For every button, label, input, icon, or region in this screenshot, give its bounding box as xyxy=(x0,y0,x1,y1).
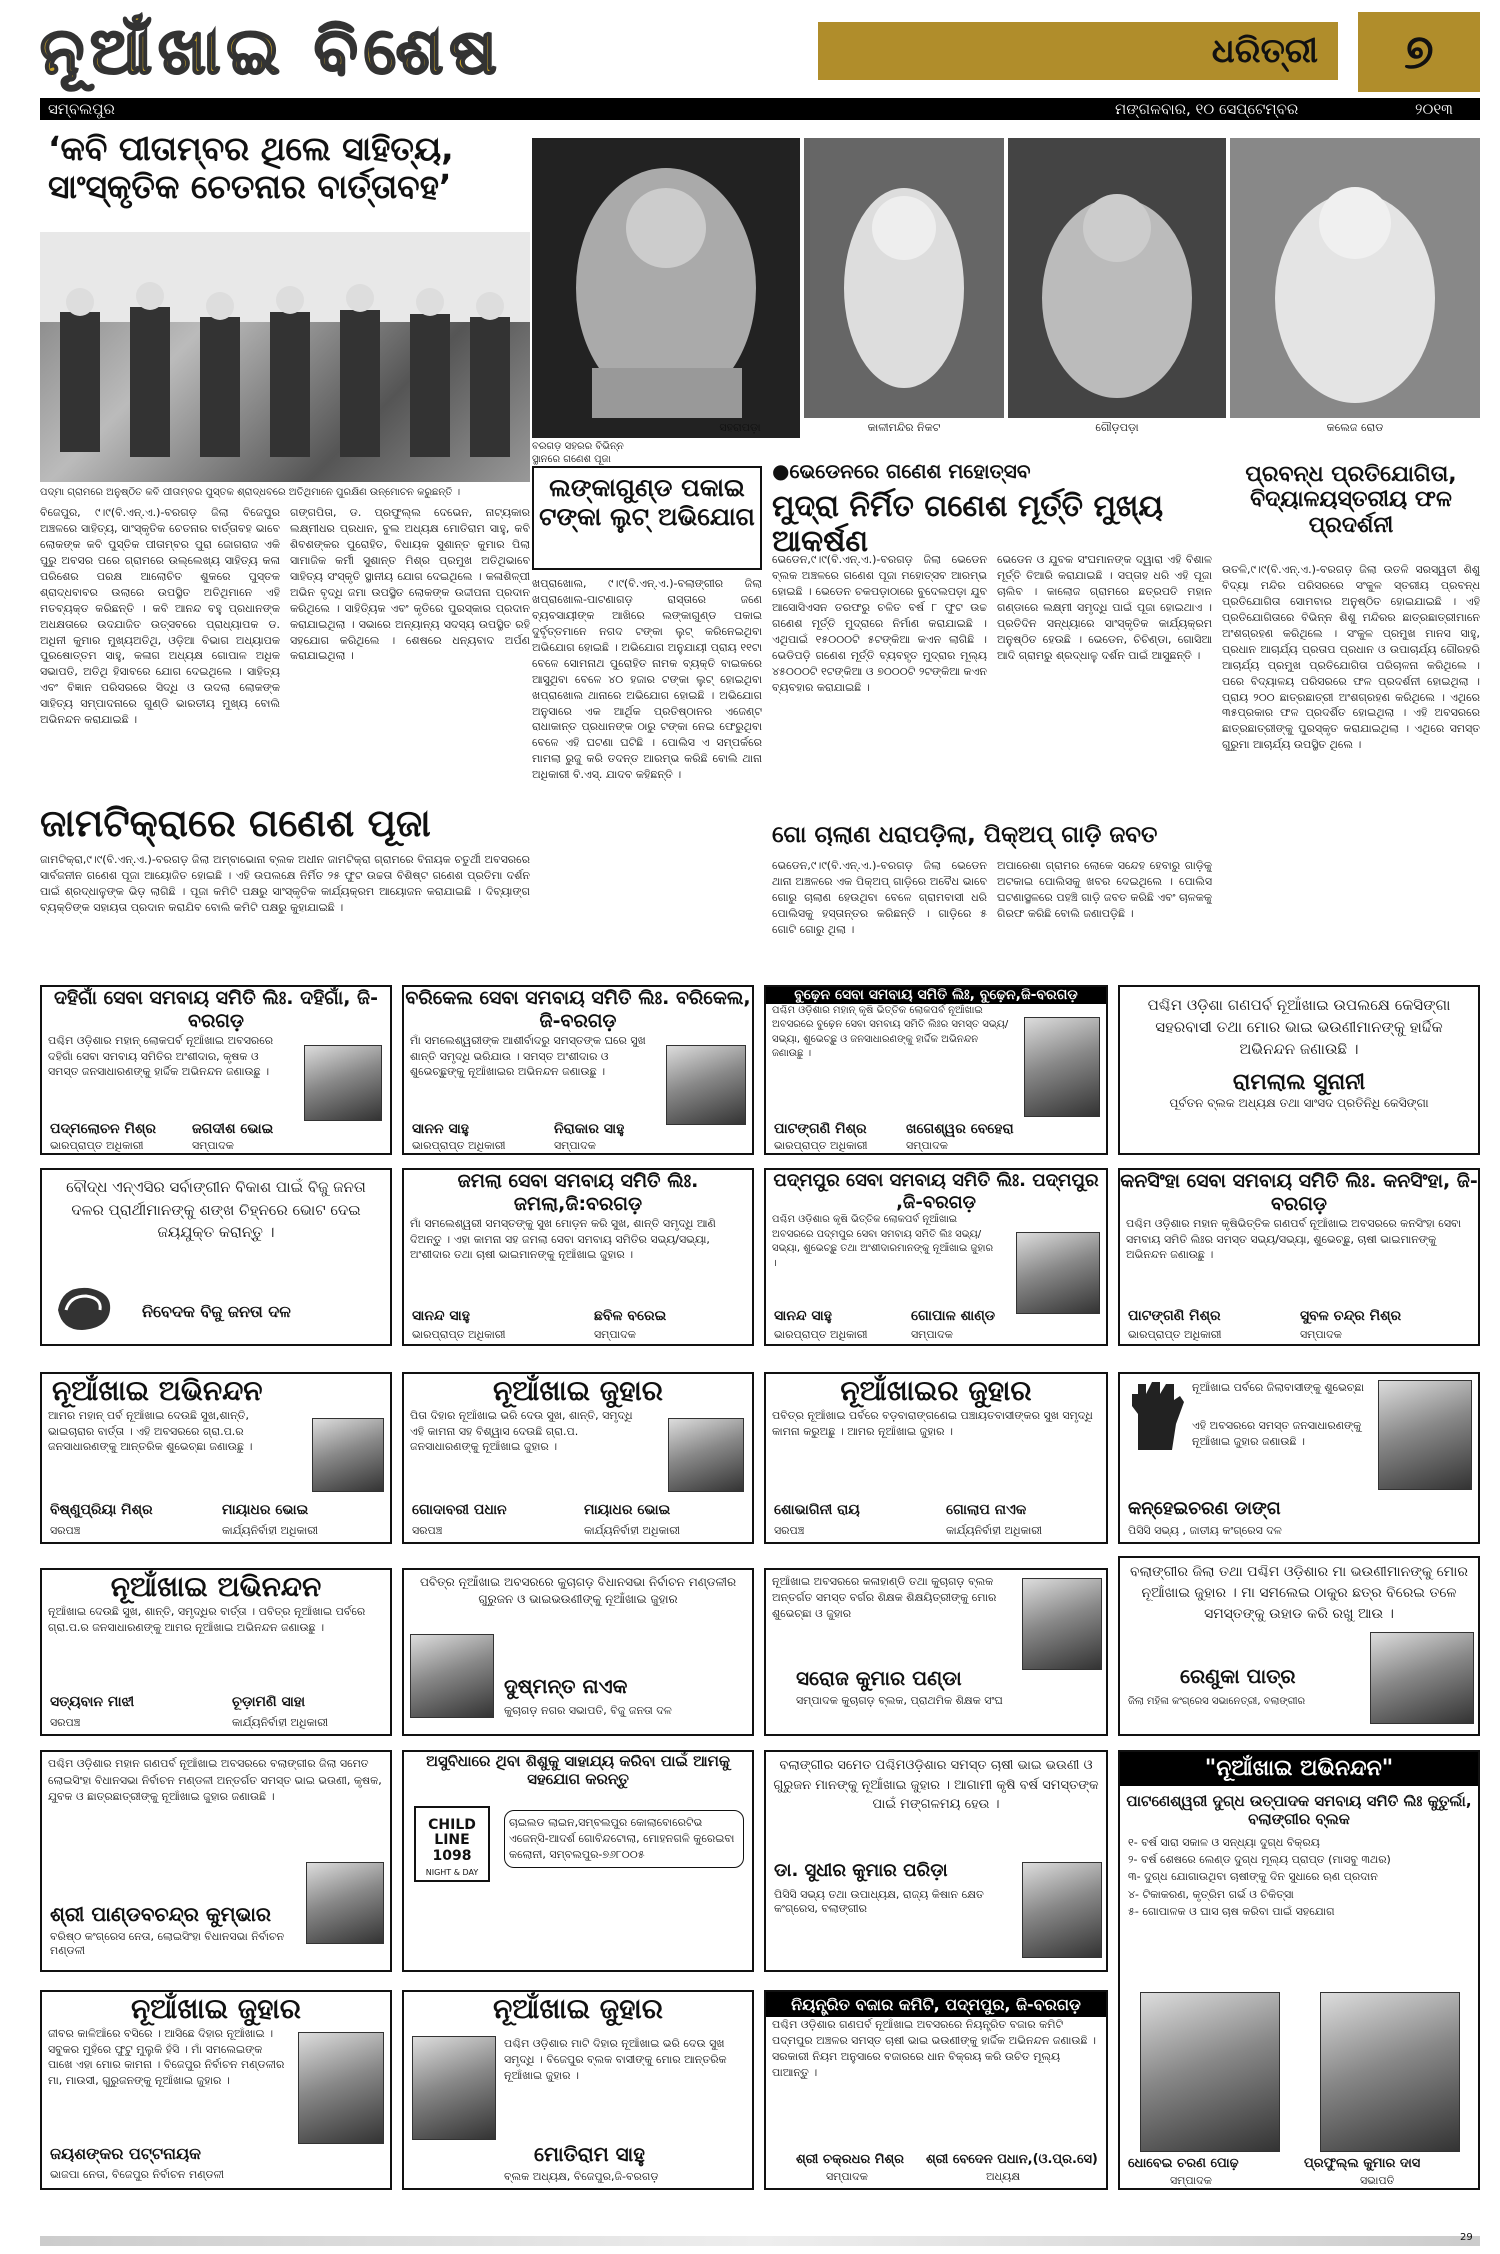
ad-title: ଜମଲା ସେବା ସମବାୟ ସମିତି ଲିଃ. ଜମଲା,ଜି:ବରଗଡ଼ xyxy=(457,1170,699,1215)
ad-sig1-role: ବ୍ଲକ ଅଧ୍ୟକ୍ଷ, ବିଜେପୁର,ଜି-ବରଗଡ଼ xyxy=(504,2170,659,2183)
ad-sig1-role: ସରପଞ୍ଚ xyxy=(412,1524,443,1537)
ad-sig1: ପାଟଙ୍ଗଣି ମିଶ୍ର xyxy=(1128,1308,1221,1324)
list-item: ୨- ବର୍ଷ ଶେଷରେ ଲେଣ୍ଡ ଦୁଗ୍ଧ ମୂଲ୍ୟ ପ୍ରାପ୍ତ (ମାସବୁ ୩ଥର) xyxy=(1128,1853,1391,1867)
ad-sig2-role: କାର୍ଯ୍ୟନିର୍ବାହୀ ଅଧିକାରୀ xyxy=(584,1524,680,1537)
ad-sig2: ଶ୍ରୀ ବେଦେନ ପଧାନ,(ଓ.ପ୍ର.ସେ) xyxy=(926,2152,1098,2167)
ganesh-body-col2: ଭେଡେନ ଓ ଯୁବକ ସଂଘମାନଙ୍କ ଦ୍ୱାରା ଏହି ବିଶାଳ ମୂର୍ତ୍ତି ତିଆରି କରାଯାଇଛି । ସପ୍ତାହ ଧରି ଏହି ପୂଜା ଚାଲିବ । କାଲୋଜ ଗ୍ରାମରେ ଛତ୍ରପତି ମହାନ ଗଣ୍ଡାରେ ଲକ୍ଷ୍ମୀ ସମୃଦ୍ଧି ପାଇଁ ପୂଜା ହୋଇଥାଏ । ପ୍ରତିଦିନ ସନ୍ଧ୍ୟାରେ ସାଂସ୍କୃତିକ କାର୍ଯ୍ୟକ୍ରମ ଅନୁଷ୍ଠିତ ହେଉଛି । ଭେଡେନ, ଚିଚିଣ୍ଡା, ଗୋସିଆ ଆଦି ଗ୍ରାମରୁ ଶ୍ରଦ୍ଧାଳୁ ଦର୍ଶନ ପାଇଁ ଆସୁଛନ୍ତି । xyxy=(997,553,1212,662)
childline-logo xyxy=(414,1806,490,1882)
competition-body: ଉତଳି,୯।୯(ବି.ଏନ୍.ଏ.)-ବରଗଡ଼ ଜିଲା ଉତଳି ସରସ୍ୱତୀ ଶିଶୁ ବିଦ୍ୟା ମନ୍ଦିର ପରିସରରେ ସଂକୁଳ ସ୍ତରୀୟ ପ୍ରବନ୍ଧ ପ୍ରତିଯୋଗିତା ସୋମବାର ଅନୁଷ୍ଠିତ ହୋଇଯାଇଛି । ଏହି ପ୍ରତିଯୋଗିତାରେ ବିଭିନ୍ନ ଶିଶୁ ମନ୍ଦିରର ଛାତ୍ରଛାତ୍ରୀମାନେ ଅଂଶଗ୍ରହଣ କରିଥିଲେ । ସଂକୁଳ ପ୍ରମୁଖ ମାନସ ସାହୁ, ପ୍ରଧାନ ଆଚାର୍ଯ୍ୟ ପ୍ରତାପ ପ୍ରଧାନ ଓ ଉପାଚାର୍ଯ୍ୟ ଗୌରହରି ଆଚାର୍ଯ୍ୟ ପ୍ରମୁଖ ପ୍ରତିଯୋଗିତା ପରିଚାଳନା କରିଥିଲେ । ପରେ ବିଦ୍ୟାଳୟ ପରିସରରେ ଫଳ ପ୍ରଦର୍ଶନୀ ହୋଇଥିଲା । ପ୍ରାୟ ୨୦୦ ଛାତ୍ରଛାତ୍ରୀ ଅଂଶଗ୍ରହଣ କରିଥିଲେ । ଏଥିରେ ୩୫ପ୍ରକାର ଫଳ ପ୍ରଦର୍ଶିତ ହୋଇଥିଲା । ଏହି ଅବସରରେ ଛାତ୍ରଛାତ୍ରୀଙ୍କୁ ପୁରସ୍କୃତ କରାଯାଇଥିଲା । ଏଥିରେ ସମସ୍ତ ଗୁରୁମା ଆଚାର୍ଯ୍ୟ ଉପସ୍ଥିତ ଥିଲେ । xyxy=(1222,563,1480,752)
ad-body: ପଶ୍ଚିମ ଓଡ଼ିଶାର ମହାନ କୃଷିଭିତ୍ତିକ ଗଣପର୍ବ ନୂଆଁଖାଇ ଅବସରରେ କନସିଂହା ସେବା ସମବାୟ ସମିତି ଲିଃର ସମସ୍ତ ସଭ୍ୟ/ସଭ୍ୟା, ଶୁଭେଚ୍ଛୁ, ଚାଷୀ ଭାଇମାନଙ୍କୁ ଅଭିନନ୍ଦନ ଜଣାଉଛୁ । xyxy=(1126,1216,1462,1262)
ad-sig1: ଶ୍ରୀ ପାଣ୍ଡବଚନ୍ଦ୍ର କୁମ୍ଭାର xyxy=(50,1902,272,1926)
dateline-place: ସମ୍ବଲପୁର xyxy=(48,100,115,118)
ad-title: "ନୂଆଁଖାଇ ଅଭିନନ୍ଦନ" xyxy=(1120,1752,1478,1786)
ad-sudhir xyxy=(764,1750,1108,1972)
ad-sig2: ମାୟାଧର ଭୋଇ xyxy=(584,1502,671,1518)
ad-kanheichandra xyxy=(1118,1372,1480,1544)
ad-sig1-role: ଭାରପ୍ରାପ୍ତ ଅଧିକାରୀ xyxy=(774,1139,868,1152)
ad-portrait xyxy=(298,2032,384,2144)
ad-body: ପଶ୍ଚିମ ଓଡ଼ିଶାର ମାଟି ଦିହାର ନୂଆଁଖାଇ ଭରି ଦେଉ ସୁଖ ସମୃଦ୍ଧି । ବିଜେପୁର ବ୍ଲକ ବାସୀଙ୍କୁ ମୋର ଆନ୍ତରିକ ନୂଆଁଖାଇ ଜୁହାର । xyxy=(504,2037,727,2082)
lead-body-col1: ବିଜେପୁର, ୯।୯(ବି.ଏନ୍.ଏ.)-ବରଗଡ଼ ଜିଲା ବିଜେପୁର ଅଞ୍ଚଳରେ ସାହିତ୍ୟ, ସାଂସ୍କୃତିକ ଚେତନାର ବାର୍ତ୍ତାବହ ଭାବେ ଲୋକଙ୍କ କବି ପୁସ୍ତିକ ପୀତାମ୍ବର ପୁରା ଜୋଗରାଜ ଏକି ପୁରୁ ଅବସର ପରେ ଗ୍ରାମରେ ଉଲ୍ଲେଖ୍ୟ ସାହିତ୍ୟ କଳା ପରିଶେର ପରକ୍ଷ ଆଲୋଚିତ ଶୁକରେ ପୁସ୍ତକ ଶ୍ରାଦ୍ଧବାବର ଉଲାରେ ଉପସ୍ଥିତ ଅତିଥିମାନେ ଏହି ମତବ୍ୟକ୍ତ କରିଛନ୍ତି । କବି ଆନନ୍ଦ ବହୁ ପ୍ରଧାନଙ୍କ ଅଧକ୍ଷତାରେ ଉଦଯାଜିତ ଉତ୍ସବରେ ପ୍ରାଧ୍ୟାପକ ଡ. ଅଧିନୀ କୁମାର ମୁଖ୍ୟଅତିଥି, ଓଡ଼ିଆ ବିଭାଗ ଅଧ୍ୟାପକ ପୁରଷୋତ୍ତମ ସାହୁ, କଳାଗ ଅଧ୍ୟକ୍ଷ ଗୋପାଳ ଅଧିକ ସଭାପତି, ଅତିଥି ହିସାବରେ ଯୋଗ ଦେଇଥିଲେ । ସାହିତ୍ୟ ଏବଂ ବିଜ୍ଞାନ ପରିସରରେ ସିଦ୍ଧି ଓ ଉଦଲା ଲୋକଙ୍କ ସାହିତ୍ୟ ସମ୍ପାଦନାରେ ଗୁଣ୍ଡି ଭାରତୀୟ ମୁଖ୍ୟ ବୋଲି ଅଭିନନ୍ଦନ କରାଯାଇଛି । xyxy=(40,506,280,727)
ad-portrait xyxy=(1022,1862,1102,1958)
list-item: ୧- ବର୍ଷ ସାରା ସକାଳ ଓ ସନ୍ଧ୍ୟା ଦୁଗ୍ଧ ବିକ୍ରୟ xyxy=(1128,1836,1320,1850)
gallery-caption-4: ଗୌଡ଼ପଡ଼ା xyxy=(1095,421,1139,434)
ad-bjd xyxy=(40,1168,392,1346)
ad-sig2: ଗୋଲାପ ନାଏକ xyxy=(946,1502,1027,1518)
ganesh-headline: ମୁଦ୍ରା ନିର୍ମିତ ଗଣେଶ ମୂର୍ତ୍ତି ମୁଖ୍ୟ ଆକର୍ଷଣ xyxy=(772,489,1164,559)
ad-sig1: ପାଟଙ୍ଗଣି ମିଶ୍ର xyxy=(774,1121,867,1137)
ad-title: ନୂଆଁଖାଇ ଅବସରରେ କଳାହାଣ୍ଡି ତଥା କୁଚାଗଡ଼ ବ୍ଲକ ଅନ୍ତର୍ଗତ ସମସ୍ତ ବର୍ଗର ଶିକ୍ଷକ ଶିକ୍ଷୟିତ୍ରୀଙ୍କୁ ମୋର ଶୁଭେଚ୍ଛା ଓ ଜୁହାର xyxy=(772,1575,997,1620)
ad-sig1: ଗୋଦାବରୀ ପଧାନ xyxy=(412,1502,507,1518)
competition-headline: ପ୍ରବନ୍ଧ ପ୍ରତିଯୋଗିତା, ବିଦ୍ୟାଳୟସ୍ତରୀୟ ଫଳ ପ୍ରଦର୍ଶନୀ xyxy=(1245,462,1457,538)
ad-title: ନୂଆଁଖାଇ ପର୍ବରେ ଜିଲାବାସୀଙ୍କୁ ଶୁଭେଚ୍ଛା xyxy=(1192,1381,1365,1394)
ad-portrait xyxy=(666,1045,746,1125)
ad-childline xyxy=(402,1750,754,1972)
ad-portrait xyxy=(312,1418,384,1492)
lead-photo xyxy=(40,232,530,482)
ad-sig1-role: କୁଚାଗଡ଼ ନଗର ସଭାପତି, ବିଜୁ ଜନତା ଦଳ xyxy=(504,1704,672,1717)
ad-sig1-role: ଭାଜପା ନେତା, ବିଜେପୁର ନିର୍ବାଚନ ମଣ୍ଡଳୀ xyxy=(50,2168,225,2181)
ad-sig2: ଗୋପାଳ ଶାଣ୍ଡ xyxy=(911,1308,996,1324)
ad-abhinandan-1 xyxy=(40,1372,392,1544)
ad-title: କନସିଂହା ସେବା ସମବାୟ ସମିତି ଲିଃ. କନସିଂହା, ଜି-ବରଗଡ଼ xyxy=(1120,1170,1478,1215)
ad-title: ବଲାଙ୍ଗୀର ଜିଲା ତଥା ପଶ୍ଚିମ ଓଡ଼ିଶାର ମା ଭଉଣୀମାନଙ୍କୁ ମୋର ନୂଆଁଖାଇ ଜୁହାର । ମା ସମଲେଇ ଠାକୁର ଛତ୍ର ବିରେଇ ତଳେ ସମସ୍ତଙ୍କୁ ଉହାଡ କରି ରଖୁ ଆଉ । xyxy=(1130,1564,1468,1622)
childline-address: ଚାଇଲଡ ଲାଇନ,ସମ୍ବଲପୁର କୋଲାବୋରେଟିଭ ଏଜେନ୍ସି-ଆଦର୍ଶ ଗୋବିନ୍ଦଟୋଲା, ମୋହନଗଳି କୁରେଇବା କଲୋନୀ, ସମ୍ବଲପୁର-୭୬୮୦୦୫ xyxy=(504,1810,744,1868)
cow-headline: ଗୋ ଚାଲାଣ ଧରାପଡ଼ିଲା, ପିକ୍ଅପ୍ ଗାଡ଼ି ଜବତ xyxy=(772,822,1158,848)
ad-barikel xyxy=(402,985,754,1155)
ad-sig1: ଶ୍ରୀ ଚକ୍ରଧର ମିଶ୍ର xyxy=(796,2152,905,2167)
loot-headline-box xyxy=(532,466,762,570)
ad-regulated-market xyxy=(764,1990,1108,2190)
ad-sig1: ଶୋଭାଗିନୀ ରାୟ xyxy=(774,1502,860,1518)
ad-jayashankar xyxy=(40,1990,392,2190)
ad-body: ପାଟଣେଶ୍ୱରୀ ଦୁଗ୍ଧ ଉତ୍ପାଦକ ସମବାୟ ସମିତି ଲିଃ କୁତୁର୍ଲା, ବଲାଙ୍ଗୀର ବ୍ଲକ xyxy=(1126,1792,1472,1829)
ad-title: ନୂଆଁଖାଇ ଅଭିନନ୍ଦନ xyxy=(52,1374,263,1407)
ad-ramlal xyxy=(1118,985,1480,1155)
ad-dairy xyxy=(1118,1750,1480,2190)
gallery-caption-1: ବରଗଡ଼ ସହରର ବିଭିନ୍ନ ସ୍ଥାନରେ ଗଣେଶ ପୂଜା xyxy=(532,441,624,465)
ad-title: ବୁଢ଼େନ ସେବା ସମବାୟ ସମିତି ଲିଃ, ବୁଢ଼େନ,ଜି-ବରଗଡ଼ xyxy=(766,987,1106,1004)
ad-sig2: ନିରାକାର ସାହୁ xyxy=(554,1121,625,1137)
ad-sig1: ମୋତିରାମ ସାହୁ xyxy=(534,2142,645,2166)
ad-sig2-role: ସମ୍ପାଦକ xyxy=(911,1328,953,1341)
ad-juhar-2 xyxy=(764,1372,1108,1544)
ad-sig2-role: କାର୍ଯ୍ୟନିର୍ବାହୀ ଅଧିକାରୀ xyxy=(232,1716,328,1729)
ad-dahigaon xyxy=(40,985,392,1155)
sub-headline-jamtikra: ଜାମଟିକ୍ରାରେ ଗଣେଶ ପୂଜା xyxy=(40,801,431,845)
ad-sig2-role: ସମ୍ପାଦକ xyxy=(906,1139,948,1152)
ad-portrait xyxy=(1022,1578,1102,1670)
ad-sig1-role: ଜିଲା ମହିଳା କଂଗ୍ରେସ ସଭାନେତ୍ରୀ, ବଲାଙ୍ଗୀର xyxy=(1128,1696,1306,1707)
ad-title: ବଲାଙ୍ଗୀର ସମେତ ପଶ୍ଚିମଓଡ଼ିଶାର ସମସ୍ତ ଚାଷୀ ଭାଇ ଭଉଣୀ ଓ ଗୁରୁଜନ ମାନଙ୍କୁ ନୂଆଁଖାଇ ଜୁହାର । ଆଗାମୀ କୃଷି ବର୍ଷ ସମସ୍ତଙ୍କ ପାଇଁ ମଙ୍ଗଳମୟ ହେଉ । xyxy=(773,1758,1099,1812)
ad-sig2-role: ଅଧ୍ୟକ୍ଷ xyxy=(986,2170,1021,2183)
ad-sig2: ଖଗେଶ୍ୱର ବେହେରା xyxy=(906,1121,1014,1137)
ad-padampur xyxy=(764,1168,1108,1346)
masthead-title: ନୂଆଁଖାଇ ବିଶେଷ xyxy=(40,15,503,89)
masthead xyxy=(40,12,1480,97)
ad-sig1: ଧୋବେଇ ଚରଣ ପୋଢ଼ xyxy=(1128,2156,1239,2171)
ad-body: ଏହି ଅବସରରେ ସମସ୍ତ ଜନସାଧାରଣଙ୍କୁ ନୂଆଁଖାଇ ଜୁହାର ଜଣାଉଛି । xyxy=(1192,1419,1362,1448)
ad-sig2-role: କାର୍ଯ୍ୟନିର୍ବାହୀ ଅଧିକାରୀ xyxy=(946,1524,1042,1537)
ad-sig1-role: ଭାରପ୍ରାପ୍ତ ଅଧିକାରୀ xyxy=(412,1139,506,1152)
ad-title: ନୂଆଁଖାଇ ଜୁହାର xyxy=(492,1374,664,1407)
list-item: ୫- ଗୋପାଳକ ଓ ଘାସ ଚାଷ କରିବା ପାଇଁ ସହଯୋଗ xyxy=(1128,1904,1335,1918)
lead-photo-figures xyxy=(40,232,530,482)
lead-headline: ‘କବି ପୀତାମ୍ବର ଥିଲେ ସାହିତ୍ୟ, ସାଂସ୍କୃତିକ ଚେତନାର ବାର୍ତ୍ତାବହ’ xyxy=(48,129,454,206)
ad-title: ପଦ୍ମପୁର ସେବା ସମବାୟ ସମିତି ଲିଃ. ପଦ୍ମପୁର ,ଜି-ବରଗଡ଼ xyxy=(773,1170,1099,1213)
ad-body: ମାଁ ସମଲେଶ୍ୱରୀଙ୍କ ଆଶୀର୍ବାଦରୁ ସମସ୍ତଙ୍କ ଘରେ ସୁଖ ଶାନ୍ତି ସମୃଦ୍ଧି ଭରିଯାଉ । ସମସ୍ତ ଅଂଶୀଦାର ଓ ଶୁଭେଚ୍ଛୁଙ୍କୁ ନୂଆଁଖାଇର ଅଭିନନ୍ଦନ ଜଣାଉଛୁ । xyxy=(410,1033,646,1079)
gallery-photo-4 xyxy=(1230,138,1480,418)
gallery-caption-5: କଲେଜ ରୋଡ xyxy=(1326,421,1384,434)
ad-renuka xyxy=(1118,1556,1480,1736)
ad-body: ପବିତ୍ର ନୂଆଁଖାଇ ପର୍ବରେ ବଡ଼ବାରାଙ୍ଗଣେଇ ପଞ୍ଚାୟତବାସୀଙ୍କର ସୁଖ ସମୃଦ୍ଧି କାମନା କରୁଅଛୁ । ଆମର ନୂଆଁଖାଇ ଜୁହାର । xyxy=(772,1408,1093,1438)
ad-sig2: ଛବିଳ ବରେଇ xyxy=(594,1308,667,1324)
ad-body: ପଶ୍ଚିମ ଓଡ଼ିଶାର ଗଣପର୍ବ ନୂଆଁଖାଇ ଅବସରରେ ନିୟନ୍ତ୍ରିତ ବଜାର କମିଟି ପଦ୍ମପୁର ଅଞ୍ଚଳର ସମସ୍ତ ଚାଷୀ ଭାଇ ଭଉଣୀଙ୍କୁ ହାର୍ଦ୍ଦିକ ଅଭିନନ୍ଦନ ଜଣାଉଛି । ସରକାରୀ ନିୟମ ଅନୁସାରେ ବଜାରରେ ଧାନ ବିକ୍ରୟ କରି ଉଚିତ ମୂଲ୍ୟ ପାଆନ୍ତୁ । xyxy=(772,2018,1096,2079)
ad-portrait xyxy=(1140,1992,1280,2152)
ad-sig2: ମାୟାଧର ଭୋଇ xyxy=(222,1502,309,1518)
ad-sig1: ସାନନ୍ଦ ସାହୁ xyxy=(412,1308,470,1324)
hand-symbol-icon xyxy=(1126,1380,1186,1452)
ad-sig1-role: ଭାରପ୍ରାପ୍ତ ଅଧିକାରୀ xyxy=(412,1328,506,1341)
gallery-photo-1 xyxy=(532,138,800,438)
ad-sig1-role: ସରପଞ୍ଚ xyxy=(774,1524,805,1537)
ad-title: ଅସୁବିଧାରେ ଥିବା ଶିଶୁକୁ ସାହାଯ୍ୟ କରିବା ପାଇଁ ଆମକୁ ସହଯୋଗ କରନ୍ତୁ xyxy=(426,1752,730,1788)
ad-sig2: ଚୂଡ଼ାମଣି ସାହା xyxy=(232,1694,306,1710)
gallery-idol-1 xyxy=(532,138,800,438)
ad-jamla xyxy=(402,1168,754,1346)
dairy-services-list xyxy=(1120,1834,1478,1919)
gallery-caption-3: କାଳୀମନ୍ଦିର ନିକଟ xyxy=(867,421,941,434)
lead-body-col2: ଗଙ୍ଗପିତା, ଡ. ପ୍ରଫୁଲ୍ଲ ଦେଭେନ, ନାଟ୍ୟକାର ଲକ୍ଷ୍ମୀଧର ପ୍ରଧାନ, ବୁଲ ଅଧ୍ୟକ୍ଷ ମୋତିରାମ ସାହୁ, କବି ଶିବଶଙ୍କର ପୁରୋହିତ, ବିଧାୟକ ସୁଶାନ୍ତ କୁମାର ପିଲା ସାମାଜିକ କର୍ମୀ ସୁଶାନ୍ତ ମିଶ୍ର ପ୍ରମୁଖ ଅତିଥିଭାବେ ସାହିତ୍ୟ ସଂସ୍କୃତି ସ୍ଥାନୀୟ ଯୋଗ ଦେଇଥିଲେ । କଳାଶିଳ୍ପୀ ଅଭିନ ବୃଦ୍ଧି ଜମା ଉପସ୍ଥିତ ଲୋକଙ୍କ ଉଦ୍ଦୀପନା ପ୍ରଦାନ କରିଥିଲେ । ସାହିତ୍ୟିକ ଏବଂ କୃତିରେ ପୁରସ୍କାର ପ୍ରଦାନ କରାଯାଇଥିଲା । ସଭାରେ ଅନ୍ୟାନ୍ୟ ସଦସ୍ୟ ଉପସ୍ଥିତ ରହି ସହଯୋଗ କରିଥିଲେ । ଶେଷରେ ଧନ୍ୟବାଦ ଅର୍ପଣ କରାଯାଇଥିଲା । xyxy=(290,506,530,663)
ad-portrait xyxy=(1370,1632,1474,1724)
ad-sig2-role: ସଭାପତି xyxy=(1360,2174,1395,2187)
ad-sig1-role: ବରିଷ୍ଠ କଂଗ୍ରେସ ନେତା, ଲୋଇସିଂହା ବିଧାନସଭା ନିର୍ବାଚନ ମଣ୍ଡଳୀ xyxy=(50,1930,285,1957)
ad-portrait xyxy=(304,1045,382,1121)
gallery-photo-3 xyxy=(1008,138,1226,418)
ad-sig2-role: କାର୍ଯ୍ୟନିର୍ବାହୀ ଅଧିକାରୀ xyxy=(222,1524,318,1537)
ad-title: ପଶ୍ଚିମ ଓଡ଼ିଶା ଗଣପର୍ବ ନୂଆଁଖାଇ ଉପଲକ୍ଷେ କେସିଙ୍ଗା ସହରବାସୀ ତଥା ମୋର ଭାଇ ଭଉଣୀମାନଙ୍କୁ ହାର୍ଦ୍ଦିକ ଅଭିନନ୍ଦନ ଜଣାଉଛି । xyxy=(1147,996,1451,1058)
ad-body: ପଶ୍ଚିମ ଓଡ଼ିଶାର ମହାନ୍ ଲୋକପର୍ବ ନୂଆଁଖାଇ ଅବସରରେ ଦହିଗାଁ ସେବା ସମବାୟ ସମିତିର ଅଂଶୀଦାର, କୃଷକ ଓ ସମସ୍ତ ଜନସାଧାରଣଙ୍କୁ ହାର୍ଦ୍ଦିକ ଅଭିନନ୍ଦନ ଜଣାଉଛୁ । xyxy=(48,1033,274,1079)
ad-portrait xyxy=(412,2036,496,2140)
ad-sig1-role: ପିସିସି ସଭ୍ୟ ତଥା ଉପାଧ୍ୟକ୍ଷ, ରାଜ୍ୟ କିଷାନ କ୍ଷେତ କଂଗ୍ରେସ, ବଲାଙ୍ଗୀର xyxy=(774,1888,984,1915)
ad-title: ବୌଦ୍ଧ ଏନ୍ଏସିର ସର୍ବାଙ୍ଗୀନ ବିକାଶ ପାଇଁ ବିଜୁ ଜନତା ଦଳର ପ୍ରାର୍ଥୀମାନଙ୍କୁ ଶଙ୍ଖ ଚିହ୍ନରେ ଭୋଟ ଦେଇ ଜୟଯୁକ୍ତ କରାନ୍ତୁ । xyxy=(66,1178,366,1241)
ganesh-kicker: ●ଭେଡେନରେ ଗଣେଶ ମହୋତ୍ସବ xyxy=(772,459,1031,483)
ad-portrait xyxy=(1378,1380,1472,1490)
ad-title: ନୂଆଁଖାଇ ଜୁହାର xyxy=(130,1992,302,2025)
footer-page-number: 29 xyxy=(1460,2232,1473,2243)
dateline-bar xyxy=(40,98,1480,120)
cow-body-col1: ଭେଡେନ,୯।୯(ବି.ଏନ୍.ଏ.)-ବରଗଡ଼ ଜିଲା ଭେଡେନ ଥାନା ଅଞ୍ଚଳରେ ଏକ ପିକ୍ଅପ୍ ଗାଡ଼ିରେ ଅବୈଧ ଭାବେ ଗୋରୁ ଚାଲାଣ ହେଉଥିବା ବେଳେ ଗ୍ରାମବାସୀ ଧରି ପୋଲିସକୁ ହସ୍ତାନ୍ତର କରିଛନ୍ତି । ଗାଡ଼ିରେ ୫ ଗୋଟି ଗୋରୁ ଥିଲା । xyxy=(772,859,987,936)
ad-sig1-role: ପୂର୍ବତନ ବ୍ଲକ ଅଧ୍ୟକ୍ଷ ତଥା ସାଂସଦ ପ୍ରତିନିଧି କେସିଙ୍ଗା xyxy=(1169,1095,1429,1110)
ad-portrait xyxy=(1320,1992,1460,2152)
ad-sig1-role: ସରପଞ୍ଚ xyxy=(50,1524,81,1537)
gallery-caption-2: ସହରାପଡ଼ା xyxy=(719,421,761,434)
ad-title: ପଶ୍ଚିମ ଓଡ଼ିଶାର ମହାନ ଗଣପର୍ବ ନୂଆଁଖାଇ ଅବସରରେ ବଲାଙ୍ଗୀର ଜିଲା ସମେତ ଲୋଇସିଂହା ବିଧାନସଭା ନିର୍ବାଚନ ମଣ୍ଡଳୀ ଅନ୍ତର୍ଗତ ସମସ୍ତ ଭାଇ ଭଉଣୀ, କୃଷକ, ଯୁବକ ଓ ଛାତ୍ରଛାତ୍ରୀଙ୍କୁ ନୂଆଁଖାଇ ଜୁହାର ଜଣାଉଛି । xyxy=(48,1757,382,1803)
ad-sig1: ନିବେଦକ ବିଜୁ ଜନତା ଦଳ xyxy=(142,1302,291,1321)
ad-budhen xyxy=(764,985,1108,1155)
ad-portrait xyxy=(668,1418,744,1492)
ad-sig1: ସତ୍ୟବାନ ମାଝୀ xyxy=(50,1694,135,1710)
ad-sig2: ଜଗଦୀଶ ଭୋଇ xyxy=(192,1121,274,1137)
ad-sig1: ସାନନ୍ଦ ସାହୁ xyxy=(774,1308,832,1324)
ad-portrait xyxy=(1024,1017,1100,1117)
ad-sig1: ସରୋଜ କୁମାର ପଣ୍ଡା xyxy=(796,1666,962,1690)
loot-headline: ଲଙ୍କାଗୁଣ୍ଡ ପକାଇ ଟଙ୍କା ଲୁଟ୍ ଅଭିଯୋଗ xyxy=(539,473,755,531)
footer-strip xyxy=(40,2236,1480,2246)
ad-title: ପବିତ୍ର ନୂଆଁଖାଇ ଅବସରରେ କୁଚାଗଡ଼ ବିଧାନସଭା ନିର୍ବାଚନ ମଣ୍ଡଳୀର ଗୁରୁଜନ ଓ ଭାଇଭଉଣୀଙ୍କୁ ନୂଆଁଖାଇ ଜୁହାର xyxy=(419,1575,737,1607)
dateline-date: ମଙ୍ଗଳବାର, ୧୦ ସେପ୍ଟେମ୍ବର xyxy=(1115,100,1299,118)
dateline-year: ୨୦୧୩ xyxy=(1415,100,1453,118)
ad-body: ପିତା ଦିହାର ନୂଆଁଖାଇ ଭରି ଦେଉ ସୁଖ, ଶାନ୍ତି, ସମୃଦ୍ଧି ଏହି କାମନା ସହ ବିଶ୍ୱାସ ଦେଉଛି ଗ୍ରା.ପ. ଜନସାଧାରଣଙ୍କୁ ନୂଆଁଖାଇ ଜୁହାର । xyxy=(410,1408,633,1454)
childline-tagline: NIGHT & DAY xyxy=(425,1868,479,1878)
ad-title: ବରିକେଲ ସେବା ସମବାୟ ସମିତି ଲିଃ. ବରିକେଲ, ଜି-ବରଗଡ଼ xyxy=(405,987,751,1032)
section-label: ଧରିତ୍ରୀ xyxy=(818,22,1338,80)
lead-photo-caption: ପଦ୍ମା ଗ୍ରାମରେ ଅନୁଷ୍ଠିତ କବି ପୀତାମ୍ବର ପୁସ୍ତକ ଶ୍ରାଦ୍ଧବରେ ଅତିଥିମାନେ ପୁରକ୍ଷିଣ ଉନ୍ମୋଚନ କରୁଛନ୍ତି । xyxy=(40,487,461,498)
ad-title: ନୂଆଁଖାଇ ଅଭିନନ୍ଦନ xyxy=(110,1570,322,1603)
childline-mark: CHILD LINE 1098 xyxy=(428,1817,476,1864)
ad-sig1: ସାନନ ସାହୁ xyxy=(412,1121,469,1137)
ad-portrait xyxy=(306,1862,384,1944)
ad-sig1-role: ଭାରପ୍ରାପ୍ତ ଅଧିକାରୀ xyxy=(1128,1328,1222,1341)
ad-sig1: ପଦ୍ମଲୋଚନ ମିଶ୍ର xyxy=(50,1121,156,1137)
ad-title: ଦହିଗାଁ ସେବା ସମବାୟ ସମିତି ଲିଃ. ଦହିଗାଁ, ଜି-ବରଗଡ଼ xyxy=(53,987,379,1032)
ad-sig1: ରେଣୁକା ପାତ୍ର xyxy=(1180,1664,1296,1688)
ad-sig1: ବିଷ୍ଣୁପ୍ରିୟା ମିଶ୍ର xyxy=(50,1502,153,1518)
conch-icon xyxy=(52,1280,116,1336)
ad-body: ପଶ୍ଚିମ ଓଡ଼ିଶାର ମହାନ୍ କୃଷି ଭିତ୍ତିକ ଲୋକପର୍ବ ନୂଆଁଖାଇ ଅବସରରେ ବୁଢ଼େନ ସେବା ସମବାୟ ସମିତି ଲିଃର ସମସ୍ତ ସଭ୍ୟ/ସଭ୍ୟା, ଶୁଭେଚ୍ଛୁ ଓ ଜନସାଧାରଣଙ୍କୁ ହାର୍ଦ୍ଦିକ ଅଭିନନ୍ଦନ ଜଣାଉଛୁ । xyxy=(772,1004,1009,1060)
ad-sig2-role: ସମ୍ପାଦକ xyxy=(192,1139,234,1152)
ad-portrait xyxy=(410,1634,494,1718)
gallery-idol-4 xyxy=(1230,138,1480,418)
ad-dushmanta xyxy=(402,1568,754,1736)
ad-body: ଆମର ମହାନ୍ ପର୍ବ ନୂଆଁଖାଇ ଦେଉଛି ସୁଖ,ଶାନ୍ତି, ଭାଇଚାରାର ବାର୍ତ୍ତା । ଏହି ଅବସରରେ ଗ୍ରା.ପ.ର ଜନସାଧାରଣଙ୍କୁ ଆନ୍ତରିକ ଶୁଭେଚ୍ଛା ଜଣାଉଛୁ । xyxy=(48,1408,253,1454)
ad-body: ମାଁ ସମଲେଶ୍ୱରୀ ସମସ୍ତଙ୍କୁ ସୁଖ ମୋଡ଼ନ କରି ସୁଖ, ଶାନ୍ତି ସମୃଦ୍ଧି ଆଣି ଦିଅନ୍ତୁ । ଏହା କାମନା ସହ ଜମଲା ସେବା ସମବାୟ ସମିତିର ସଭ୍ୟ/ସଭ୍ୟା, ଅଂଶୀଦାର ତଥା ଚାଷୀ ଭାଇମାନଙ୍କୁ ନୂଆଁଖାଇ ଜୁହାର । xyxy=(410,1216,716,1262)
ad-sig2: ସୁବଳ ଚନ୍ଦ୍ର ମିଶ୍ର xyxy=(1300,1308,1402,1324)
cow-body-col2: ଅପାରେଶା ଗ୍ରାମର ଲୋକେ ସନ୍ଦେହ ହେବାରୁ ଗାଡ଼ିକୁ ଅଟକାଇ ପୋଲିସକୁ ଖବର ଦେଇଥିଲେ । ପୋଲିସ ଘଟଣାସ୍ଥଳରେ ପହଞ୍ଚି ଗାଡ଼ି ଜବତ କରିଛି ଏବଂ ଚାଳକକୁ ଗିରଫ କରିଛି ବୋଲି ଜଣାପଡ଼ିଛି । xyxy=(997,859,1212,920)
gallery-idol-3 xyxy=(1008,138,1226,418)
ad-sig2-role: ସମ୍ପାଦକ xyxy=(554,1139,596,1152)
list-item: ୩- ଦୁଗ୍ଧ ଯୋଗାଉଥିବା ଚାଷୀଙ୍କୁ ଦିନ ସୁଧାରେ ଋଣ ପ୍ରଦାନ xyxy=(1128,1870,1378,1884)
ad-sig1-role: ସରପଞ୍ଚ xyxy=(50,1716,81,1729)
gallery-photo-2 xyxy=(804,138,1004,418)
ad-sig1-role: ପିସିସି ସଭ୍ୟ , ଜାତୀୟ କଂଗ୍ରେସ ଦଳ xyxy=(1128,1524,1282,1537)
ad-motiram xyxy=(402,1990,754,2190)
ad-body: ଜୀବର କାଳିଆଁରେ ବସିରେ । ଆସିଛେ ଦିହାର ନୂଆଁଖାଇ । ସବୁକର ମୁହଁରେ ଫୁଟୁ ମୁଲୁକି ହଁସି । ମାଁ ସମଲେଇଙ୍କ ପାଖେ ଏହା ମୋର କାମନା । ବିଜେପୁର ନିର୍ବାଚନ ମଣ୍ଡଳୀର ମା, ମାଉସୀ, ଗୁରୁଜନଙ୍କୁ ନୂଆଁଖାଇ ଜୁହାର । xyxy=(48,2026,285,2088)
ad-title: ନିୟନ୍ତ୍ରିତ ବଜାର କମିଟି, ପଦ୍ମପୁର, ଜି-ବରଗଡ଼ xyxy=(766,1992,1106,2017)
page-number-badge: ୭ xyxy=(1358,12,1480,92)
ad-sig1: କନ୍ହେଇଚରଣ ଡାଙ୍ଗ xyxy=(1128,1498,1281,1519)
ad-saroj xyxy=(764,1568,1108,1736)
ad-sig1-role: ଭାରପ୍ରାପ୍ତ ଅଧିକାରୀ xyxy=(774,1328,868,1341)
ad-sig1: ଜୟଶଙ୍କର ପଟ୍ଟନାୟକ xyxy=(50,2144,201,2163)
ad-sig1-role: ସମ୍ପାଦକ କୁଚାଗଡ଼ ବ୍ଲକ, ପ୍ରାଥମିକ ଶିକ୍ଷକ ସଂଘ xyxy=(796,1694,1003,1707)
ad-sig1-role: ସମ୍ପାଦକ xyxy=(826,2170,868,2183)
ad-sig1: ଡା. ସୁଧୀର କୁମାର ପରିଡ଼ା xyxy=(774,1860,948,1881)
ad-title: ନୂଆଁଖାଇ ଜୁହାର xyxy=(492,1992,664,2025)
ad-portrait xyxy=(1016,1232,1100,1314)
ad-sig1: ଦୁଷ୍ମନ୍ତ ନାଏକ xyxy=(504,1674,628,1698)
ad-sig2: ପ୍ରଫୁଲ୍ଲ କୁମାର ଦାସ xyxy=(1304,2156,1421,2171)
ad-body: ପଶ୍ଚିମ ଓଡ଼ିଶାର କୃଷି ଭିତ୍ତିକ ଲୋକପର୍ବ ନୂଆଁଖାଇ ଅବସରରେ ପଦ୍ମପୁର ସେବା ସମବାୟ ସମିତି ଲିଃ ସଭ୍ୟ/ସଭ୍ୟା, ଶୁଭେଚ୍ଛୁ ତଥା ଅଂଶୀଦାରମାନଙ୍କୁ ନୂଆଁଖାଇ ଜୁହାର । xyxy=(772,1214,994,1269)
ad-sig1-role: ଭାରପ୍ରାପ୍ତ ଅଧିକାରୀ xyxy=(50,1139,144,1152)
list-item: ୪- ଟିକାକରଣ, କୃତ୍ରିମ ଗର୍ଭ ଓ ଚିକିତ୍ସା xyxy=(1128,1887,1294,1901)
loot-body: ଖପ୍ରାଖୋଲ, ୯।୯(ବି.ଏନ୍.ଏ.)-ବଲାଙ୍ଗୀର ଜିଲା ଖପ୍ରାଖୋଲ-ପାଟଣାଗଡ଼ ରାସ୍ତାରେ ଜଣେ ବ୍ୟବସାୟୀଙ୍କ ଆଖିରେ ଲଙ୍କାଗୁଣ୍ଡ ପକାଇ ଦୁର୍ବୃତ୍ତମାନେ ନଗଦ ଟଙ୍କା ଲୁଟ୍ କରିନେଇଥିବା ଅଭିଯୋଗ ହୋଇଛି । ଅଭିଯୋଗ ଅନୁଯାୟୀ ପ୍ରାୟ ୧୧ଟା ବେଳେ ସୋମନାଥ ପୁରୋହିତ ନାମକ ବ୍ୟକ୍ତି ବାଇକରେ ଆସୁଥିବା ବେଳେ ୪୦ ହଜାର ଟଙ୍କା ଲୁଟ୍ ହୋଇଥିବା ଖପ୍ରାଖୋଲ ଥାନାରେ ଅଭିଯୋଗ ହୋଇଛି । ଅଭିଯୋଗ ଅନୁସାରେ ଏକ ଆର୍ଥିକ ପ୍ରତିଷ୍ଠାନର ଏଜେଣ୍ଟ ରାଧାକାନ୍ତ ପ୍ରଧାନଙ୍କ ଠାରୁ ଟଙ୍କା ନେଇ ଫେରୁଥିବା ବେଳେ ଏହି ଘଟଣା ଘଟିଛି । ପୋଲିସ ଏ ସମ୍ପର୍କରେ ମାମଲା ରୁଜୁ କରି ତଦନ୍ତ ଆରମ୍ଭ କରିଛି ବୋଲି ଥାନା ଅଧିକାରୀ ବି.ଏସ୍. ଯାଦବ କହିଛନ୍ତି । xyxy=(532,577,762,782)
ad-juhar-1 xyxy=(402,1372,754,1544)
ad-title: ନୂଆଁଖାଇର ଜୁହାର xyxy=(840,1374,1032,1407)
ad-pandab xyxy=(40,1750,392,1972)
gallery-idol-2 xyxy=(804,138,1004,418)
ad-sig2-role: ସମ୍ପାଦକ xyxy=(1300,1328,1342,1341)
ad-kansingha xyxy=(1118,1168,1480,1346)
ganesh-body-col1: ଭେଡେନ,୯।୯(ବି.ଏନ୍.ଏ.)-ବରଗଡ଼ ଜିଲା ଭେଡେନ ବ୍ଲକ ଅଞ୍ଚଳରେ ଗଣେଶ ପୂଜା ମହୋତ୍ସବ ଆରମ୍ଭ ହୋଇଛି । ଭେଡେନ ଚକପଡ଼ାଠାରେ ବୁଦେଲପଡ଼ା ଯୁବ ଆସୋସିଏସନ ତରଫରୁ ଚଳିତ ବର୍ଷ ୮ ଫୁଟ ଉଚ୍ଚ ଗଣେଶ ମୂର୍ତ୍ତି ମୁଦ୍ରାରେ ନିର୍ମାଣ କରାଯାଇଛି । ଏଥିପାଇଁ ୧୫୦୦୦ଟି ୫ଟଙ୍କିଆ କଏନ ଲାଗିଛି । ଭେଡିପଡ଼ି ଗଣେଶ ମୂର୍ତ୍ତି ବ୍ୟବହୃତ ମୁଦ୍ରାର ମୂଲ୍ୟ ୪୫୦୦୦ଟି ୧ଟଙ୍କିଆ ଓ ୭୦୦୦ଟି ୨ଟଙ୍କିଆ କଏନ ବ୍ୟବହାର କରାଯାଇଛି । xyxy=(772,553,987,694)
jamtikra-body: ଜାମଟିକ୍ରା,୯।୯(ବି.ଏନ୍.ଏ.)-ବରଗଡ଼ ଜିଲା ଅମ୍ବାଭୋନା ବ୍ଲକ ଅଧୀନ ଜାମଟିକ୍ରା ଗ୍ରାମରେ ବିନାୟକ ଚତୁର୍ଥୀ ଅବସରରେ ସାର୍ବଜନୀନ ଗଣେଶ ପୂଜା ଆୟୋଜିତ ହୋଇଛି । ଏହି ଉପଲକ୍ଷେ ନିର୍ମିତ ୨୫ ଫୁଟ ଉଚ୍ଚତା ବିଶିଷ୍ଟ ଗଣେଶ ପ୍ରତିମା ଦର୍ଶନ ପାଇଁ ଶ୍ରଦ୍ଧାଳୁଙ୍କ ଭିଡ଼ ଲାଗିଛି । ପୂଜା କମିଟି ପକ୍ଷରୁ ସାଂସ୍କୃତିକ କାର୍ଯ୍ୟକ୍ରମ ଆୟୋଜନ କରାଯାଇଛି । ଦିବ୍ୟାଙ୍ଗ ବ୍ୟକ୍ତିଙ୍କ ସହାୟତା ପ୍ରଦାନ କରାଯିବ ବୋଲି କମିଟି ପକ୍ଷରୁ କୁହାଯାଇଛି । xyxy=(40,853,530,914)
ad-body: ନୂଆଁଖାଇ ଦେଉଛି ସୁଖ, ଶାନ୍ତି, ସମୃଦ୍ଧିର ବାର୍ତ୍ତା । ପବିତ୍ର ନୂଆଁଖାଇ ପର୍ବରେ ଗ୍ରା.ପ.ର ଜନସାଧାରଣଙ୍କୁ ଆମର ନୂଆଁଖାଇ ଅଭିନନ୍ଦନ ଜଣାଉଛୁ । xyxy=(48,1604,366,1634)
ad-sig1: ରାମଲାଲ ସୁନାନୀ xyxy=(1232,1070,1366,1096)
ad-abhinandan-2 xyxy=(40,1568,392,1736)
ad-sig1-role: ସମ୍ପାଦକ xyxy=(1170,2174,1212,2187)
ad-sig2-role: ସମ୍ପାଦକ xyxy=(594,1328,636,1341)
